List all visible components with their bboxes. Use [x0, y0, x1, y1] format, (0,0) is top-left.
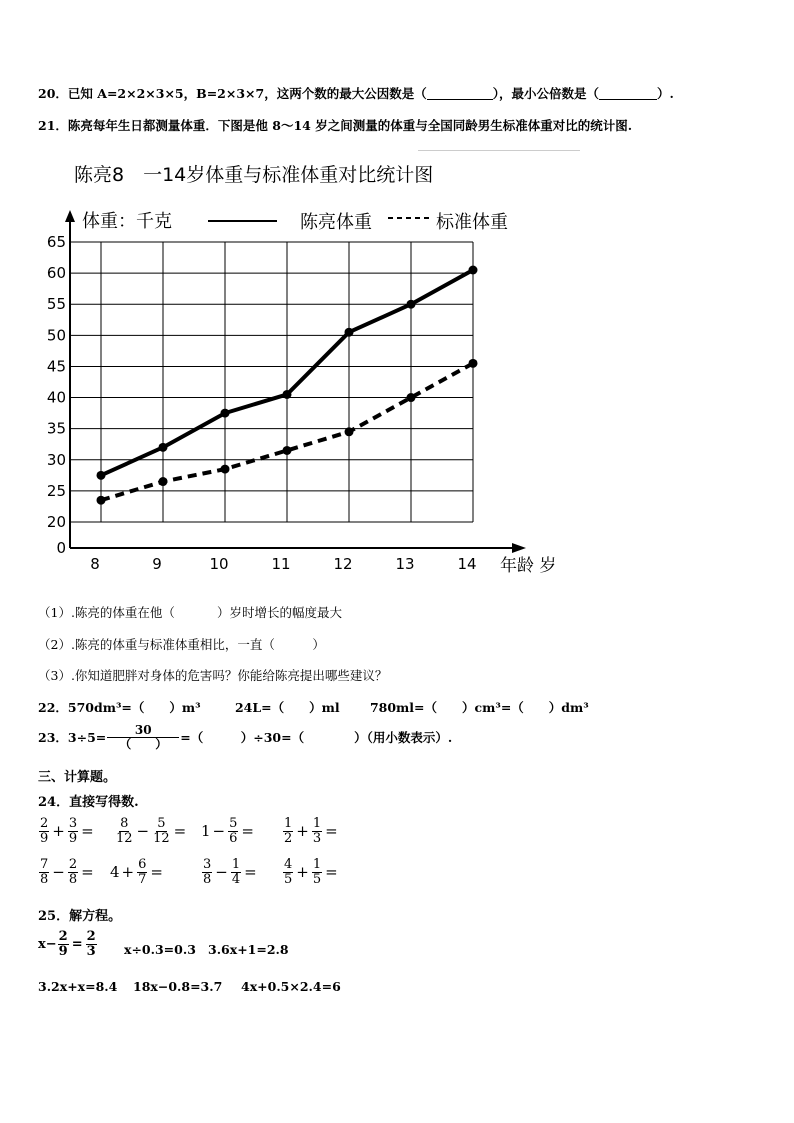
fraction-denominator: 5 [312, 871, 322, 887]
fraction-numerator: 2 [68, 857, 78, 872]
eq1-fraction-a [58, 930, 69, 958]
q22-part1: 22．570dm³=（ ）m³ [38, 700, 201, 715]
question-21-3: （3）.你知道肥胖对身体的危害吗？你能给陈亮提出哪些建议？ [38, 668, 388, 683]
fraction [115, 817, 134, 845]
y-tick-label: 45 [46, 357, 66, 376]
q22-part2: 24L=（ ）ml [234, 700, 340, 715]
question-21-1 [38, 603, 342, 621]
question-24-title: 24．直接写得数. [38, 795, 139, 810]
fraction-numerator: 3 [203, 857, 212, 872]
q21-sub1-a: （1）.陈亮的体重在他（ [38, 605, 175, 620]
chart-title: 陈亮8 一14岁体重与标准体重对比统计图 [74, 164, 434, 186]
data-point-standard [469, 359, 478, 368]
y-tick-label: 65 [46, 233, 66, 251]
fraction [68, 817, 78, 845]
equation-2: x÷0.3=0.3 [124, 942, 196, 957]
equation-1 [38, 930, 98, 958]
fraction-numerator: 6 [138, 857, 147, 872]
fraction-denominator: 5 [284, 871, 293, 887]
data-point-chenliang [407, 300, 416, 309]
y-tick-label: 40 [46, 388, 66, 407]
y-tick-label: 20 [46, 513, 66, 531]
fraction-denominator: 3 [312, 830, 322, 846]
y-tick-label: 35 [46, 419, 66, 438]
x-tick-label: 10 [209, 555, 229, 573]
calc-expression [282, 858, 340, 886]
question-21-2: （2）.陈亮的体重与标准体重相比，一直（ ） [38, 637, 325, 652]
equation-3: 3.6x+1=2.8 [208, 942, 289, 957]
equals-sign: = [244, 863, 257, 882]
equals-sign: = [173, 822, 187, 841]
fraction [68, 858, 78, 886]
fraction-numerator: 4 [284, 857, 293, 872]
calc-expression [110, 858, 165, 886]
q23-rest: =（ ）÷30=（ ）（用小数表示）. [180, 730, 453, 746]
eq1-frac-a-den: 9 [58, 943, 68, 959]
q20-blank-gcd[interactable] [427, 87, 493, 100]
fraction-denominator: 8 [68, 871, 78, 887]
eq1-frac-b-den: 3 [86, 943, 96, 959]
divider [418, 150, 580, 151]
data-point-standard [159, 477, 168, 486]
data-point-standard [407, 393, 416, 402]
fraction [228, 817, 238, 845]
fraction [39, 817, 49, 845]
operator: − [52, 863, 65, 882]
eq1-fraction-b [86, 930, 97, 958]
data-point-chenliang [283, 390, 292, 399]
fraction-numerator: 3 [68, 816, 78, 831]
equals-sign: = [81, 863, 94, 882]
calc-expression [201, 858, 259, 886]
x-axis-label: 年龄 岁 [500, 556, 557, 576]
question-22 [38, 698, 589, 716]
x-tick-label: 9 [152, 555, 162, 573]
calc-expression [282, 817, 340, 845]
q22-part3: 780ml=（ ）cm³=（ ）dm³ [369, 700, 589, 715]
fraction-denominator: 6 [229, 830, 238, 846]
operator: − [215, 863, 228, 882]
fraction-denominator: 4 [231, 871, 241, 887]
data-point-standard [345, 427, 354, 436]
operator: − [212, 822, 226, 841]
weight-chart [0, 190, 794, 610]
y-tick-label: 50 [46, 326, 66, 345]
equation-4: 3.2x+x=8.4 [38, 979, 118, 994]
data-point-chenliang [97, 471, 106, 480]
equation-5: 18x−0.8=3.7 [133, 979, 223, 994]
eq1-frac-a-num: 2 [58, 929, 68, 944]
equals-sign: = [325, 822, 338, 841]
fraction-denominator: 8 [40, 871, 49, 887]
y-tick-label: 60 [46, 264, 66, 283]
x-tick-label: 8 [90, 555, 100, 573]
fraction-denominator: 12 [153, 830, 170, 846]
q23-fraction [107, 724, 179, 750]
operator: − [136, 822, 150, 841]
q21-sub1-b: ）岁时增长的幅度最大 [216, 605, 342, 620]
whole-number: 4 [110, 863, 120, 882]
y-axis-label: 体重：千克 [82, 211, 172, 232]
fraction-numerator: 8 [120, 816, 129, 831]
question-25-title: 25．解方程。 [38, 909, 122, 924]
fraction-numerator: 1 [312, 816, 322, 831]
eq1-frac-b-num: 2 [86, 929, 96, 944]
operator: + [296, 822, 309, 841]
calc-expression [38, 817, 96, 845]
fraction-numerator: 5 [157, 816, 166, 831]
y-tick-label: 0 [56, 539, 66, 557]
data-point-chenliang [469, 266, 478, 275]
x-axis-arrow [512, 543, 526, 553]
q20-middle: ），最小公倍数是（ [492, 86, 599, 101]
y-tick-label: 30 [46, 450, 66, 469]
y-axis-arrow [65, 210, 75, 222]
data-point-standard [221, 465, 230, 474]
x-tick-label: 11 [271, 555, 291, 573]
question-23 [38, 724, 452, 750]
calc-expression [114, 817, 188, 845]
legend-dashed-label: 标准体重 [436, 212, 508, 233]
question-20 [38, 84, 674, 102]
equation-6: 4x+0.5×2.4=6 [241, 979, 341, 994]
fraction [312, 858, 322, 886]
fraction [283, 817, 293, 845]
fraction [39, 858, 49, 886]
fraction-denominator: 9 [68, 830, 78, 846]
y-tick-label: 55 [46, 295, 66, 314]
fraction-numerator: 2 [40, 816, 49, 831]
q20-prefix: 20．已知 A=2×2×3×5，B=2×3×7，这两个数的最大公因数是（ [38, 86, 427, 101]
calc-expression [201, 817, 256, 845]
fraction-denominator: 12 [116, 830, 133, 846]
q20-blank-lcm[interactable] [599, 87, 657, 100]
equals-sign: = [150, 863, 163, 882]
eq1-equals: = [71, 936, 83, 952]
fraction-numerator: 1 [312, 857, 322, 872]
equals-sign: = [325, 863, 338, 882]
fraction-numerator: 5 [229, 816, 238, 831]
q23-fraction-num: 30 [107, 724, 179, 738]
whole-number: 1 [201, 822, 211, 841]
question-21: 21．陈亮每年生日都测量体重．下图是他 8～14 岁之间测量的体重与全国同龄男生标准体重对比的统计图. [38, 118, 633, 133]
operator: + [121, 863, 135, 882]
q23-prefix: 23．3÷5= [38, 730, 107, 746]
fraction-denominator: 7 [138, 871, 147, 887]
fraction [283, 858, 293, 886]
calc-expression [38, 858, 96, 886]
data-point-chenliang [221, 409, 230, 418]
fraction [137, 858, 147, 886]
data-point-standard [97, 496, 106, 505]
x-tick-label: 13 [395, 555, 415, 573]
fraction-numerator: 1 [284, 816, 293, 831]
fraction [152, 817, 171, 845]
data-point-chenliang [345, 328, 354, 337]
x-tick-label: 14 [457, 555, 477, 573]
y-tick-label: 25 [46, 481, 66, 500]
section-heading-3: 三、计算题。 [38, 770, 117, 785]
data-point-chenliang [159, 443, 168, 452]
operator: + [52, 822, 65, 841]
fraction [231, 858, 241, 886]
legend-solid-label: 陈亮体重 [300, 212, 372, 233]
data-point-standard [283, 446, 292, 455]
x-tick-label: 12 [333, 555, 353, 573]
q20-suffix: ）. [656, 86, 674, 101]
equals-sign: = [241, 822, 254, 841]
fraction [312, 817, 322, 845]
fraction-denominator: 2 [284, 830, 293, 846]
fraction-denominator: 9 [40, 830, 49, 846]
fraction-denominator: 8 [203, 871, 212, 887]
q23-fraction-den[interactable]: （ ） [119, 736, 168, 751]
operator: + [296, 863, 309, 882]
fraction-numerator: 1 [231, 857, 241, 872]
eq1-prefix: x− [38, 936, 57, 952]
fraction [202, 858, 212, 886]
equals-sign: = [81, 822, 94, 841]
fraction-numerator: 7 [40, 857, 49, 872]
